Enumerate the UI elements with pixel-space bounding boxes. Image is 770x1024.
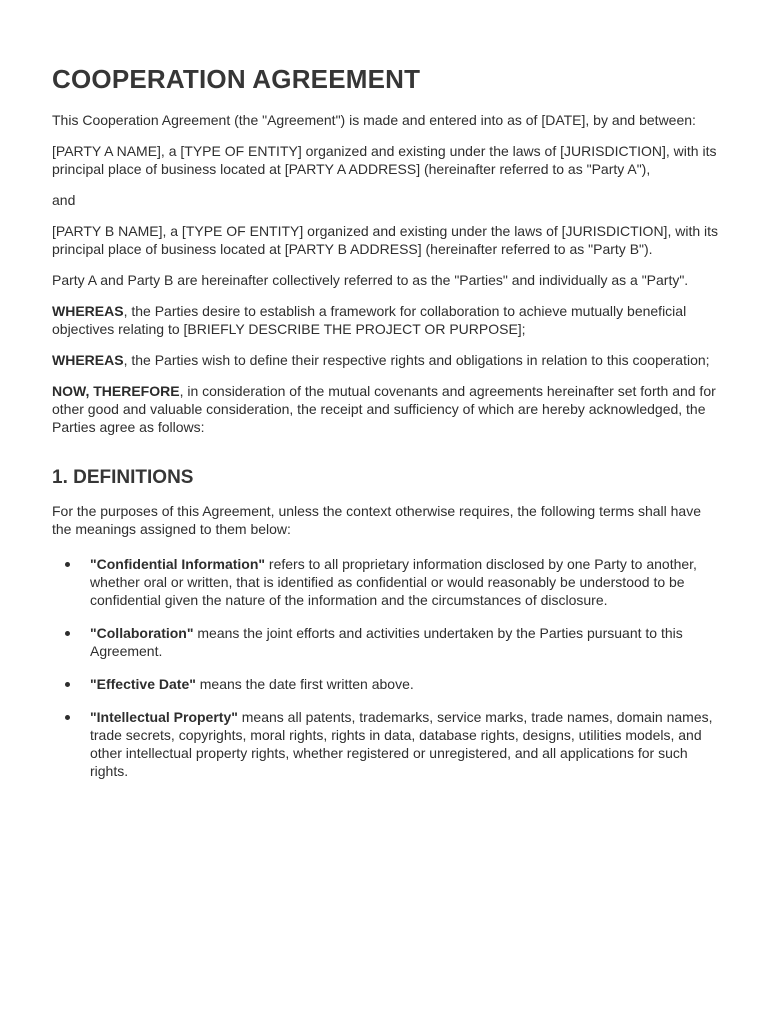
definition-item-effective-date: [52, 675, 718, 693]
now-therefore-lead: NOW, THEREFORE: [52, 383, 180, 399]
definition-item-confidential-information: [52, 555, 718, 609]
definition-text: means all patents, trademarks, service marks, trade names, domain names, trade secrets, copyrights, moral rights, rights in data, database rights, designs, utilities models, and other intellectual property rights, whether registered or unregistered, and all applications for such rights.: [90, 709, 713, 779]
party-b-paragraph: [PARTY B NAME], a [TYPE OF ENTITY] organized and existing under the laws of [JURISDICTION], with its principal place of business located at [PARTY B ADDRESS] (hereinafter referred to as "Party B").: [52, 223, 719, 257]
bullet-icon: [65, 682, 70, 687]
intro-paragraph: This Cooperation Agreement (the "Agreement") is made and entered into as of [DATE], by and between:: [52, 112, 696, 128]
definition-term: "Effective Date": [90, 676, 196, 692]
definition-text: refers to all proprietary information disclosed by one Party to another, whether oral or written, that is identified as confidential or would reasonably be understood to be confidential given the nature of the information and the circumstances of disclosure.: [90, 556, 697, 608]
definition-text: means the joint efforts and activities undertaken by the Parties pursuant to this Agreement.: [90, 625, 683, 659]
now-therefore-paragraph: [52, 382, 718, 436]
bullet-icon: [65, 562, 70, 567]
definitions-intro-paragraph: For the purposes of this Agreement, unless the context otherwise requires, the following terms shall have the meanings assigned to them below:: [52, 503, 702, 537]
definition-term: "Confidential Information": [90, 556, 266, 572]
whereas-paragraph-1: [52, 302, 718, 338]
whereas-2-lead: WHEREAS: [52, 352, 124, 368]
whereas-1-text: , the Parties desire to establish a framework for collaboration to achieve mutually beneficial objectives relating to [BRIEFLY DESCRIBE THE PROJECT OR PURPOSE];: [52, 303, 687, 337]
bullet-icon: [65, 631, 70, 636]
whereas-2-text: , the Parties wish to define their respective rights and obligations in relation to this cooperation;: [123, 352, 710, 368]
definition-term: "Intellectual Property": [90, 709, 238, 725]
document-title: COOPERATION AGREEMENT: [52, 64, 421, 94]
definition-item-collaboration: [52, 624, 718, 660]
definitions-list: [52, 555, 718, 780]
whereas-1-lead: WHEREAS: [52, 303, 124, 319]
parties-collective-paragraph: Party A and Party B are hereinafter collectively referred to as the "Parties" and individually as a "Party".: [52, 272, 689, 288]
and-connector: and: [52, 192, 76, 208]
whereas-paragraph-2: [52, 351, 718, 369]
definition-term: "Collaboration": [90, 625, 194, 641]
definition-item-intellectual-property: [52, 708, 718, 780]
bullet-icon: [65, 715, 70, 720]
definition-text: means the date first written above.: [195, 676, 414, 692]
section-heading-definitions: 1. DEFINITIONS: [52, 467, 194, 488]
party-a-paragraph: [PARTY A NAME], a [TYPE OF ENTITY] organized and existing under the laws of [JURISDICTION], with its principal place of business located at [PARTY A ADDRESS] (hereinafter referred to as "Party A"),: [52, 143, 717, 177]
now-therefore-text: , in consideration of the mutual covenants and agreements hereinafter set forth and for other good and valuable consideration, the receipt and sufficiency of which are hereby acknowledged, the Parties agree as follows:: [52, 383, 716, 435]
